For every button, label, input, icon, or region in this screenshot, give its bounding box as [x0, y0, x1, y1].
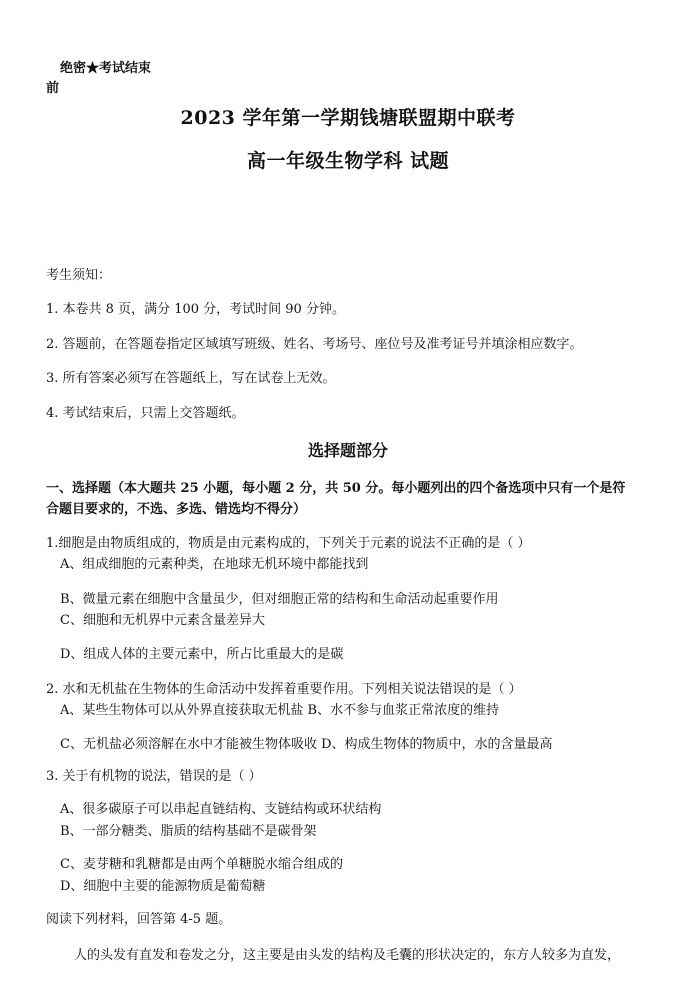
question-option: A、很多碳原子可以串起直链结构、支链结构或环状结构 [60, 802, 382, 817]
question-option: C、细胞和无机界中元素含量差异大 [60, 613, 265, 628]
question-stem: 2. 水和无机盐在生物体的生命活动中发挥着重要作用。下列相关说法错误的是（ ） [46, 682, 522, 697]
question-option: B、一部分糖类、脂质的结构基础不是碳骨架 [60, 824, 317, 839]
part-instructions-continued: 合题目要求的，不选、多选、错选均不得分） [46, 502, 307, 517]
section-heading: 选择题部分 [307, 441, 388, 460]
exam-title: 2023 学年第一学期钱塘联盟期中联考 [180, 107, 516, 129]
notice-item: 2. 答题前，在答题卷指定区域填写班级、姓名、考场号、座位号及准考证号并填涂相应数字。 [46, 337, 583, 352]
notice-item: 4. 考试结束后，只需上交答题纸。 [46, 406, 245, 421]
question-option: A、某些生物体可以从外界直接获取无机盐 B、水不参与血浆正常浓度的维持 [60, 703, 500, 718]
question-option: A、组成细胞的元素种类，在地球无机环境中都能找到 [60, 557, 369, 572]
question-stem: 3. 关于有机物的说法，错误的是（ ） [46, 769, 262, 784]
question-stem: 1.细胞是由物质组成的，物质是由元素构成的，下列关于元素的说法不正确的是（ ） [46, 536, 531, 551]
question-option: C、无机盐必须溶解在水中才能被生物体吸收 D、构成生物体的物质中，水的含量最高 [60, 737, 553, 752]
notice-item: 3. 所有答案必须写在答题纸上，写在试卷上无效。 [46, 371, 336, 386]
exam-subtitle: 高一年级生物学科 试题 [246, 150, 450, 172]
question-option: C、麦芽糖和乳糖都是由两个单糖脱水缩合组成的 [60, 857, 343, 872]
question-option: B、微量元素在细胞中含量虽少，但对细胞正常的结构和生命活动起重要作用 [60, 592, 499, 607]
question-option: D、组成人体的主要元素中，所占比重最大的是碳 [60, 647, 344, 662]
reading-paragraph: 人的头发有直发和卷发之分，这主要是由头发的结构及毛囊的形状决定的，东方人较多为直发， [74, 948, 621, 963]
notice-heading: 考生须知： [46, 268, 112, 283]
confidential-label: 绝密★考试结束 [60, 61, 152, 76]
part-instructions: 一、选择题（本大题共 25 小题，每小题 2 分，共 50 分。每小题列出的四个备选项中只有一个是符 [46, 481, 626, 496]
reading-intro: 阅读下列材料，回答第 4-5 题。 [46, 912, 232, 927]
confidential-label-continued: 前 [46, 81, 60, 96]
question-option: D、细胞中主要的能源物质是葡萄糖 [60, 879, 266, 894]
notice-item: 1. 本卷共 8 页，满分 100 分，考试时间 90 分钟。 [46, 302, 345, 317]
